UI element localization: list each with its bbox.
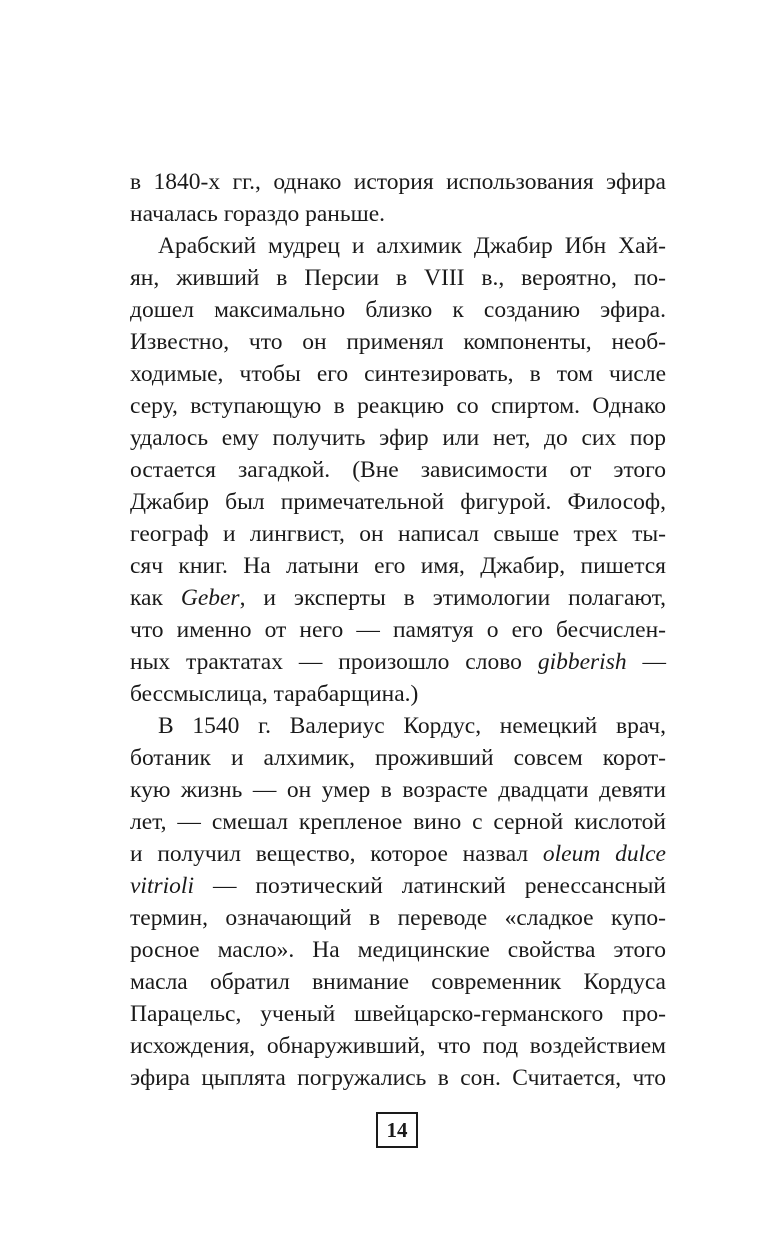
- text-line: [130, 710, 666, 742]
- italic-term: gibberish: [537, 649, 627, 675]
- text-run: географ и лингвист, он написал свыше трех ты-: [130, 521, 666, 547]
- text-run: эфира цыплята погружались в сон. Считается, что: [130, 1065, 666, 1091]
- text-line: [130, 902, 666, 934]
- text-line: [130, 262, 666, 294]
- text-line: [130, 742, 666, 774]
- text-run: остается загадкой. (Вне зависимости от этого: [130, 457, 666, 483]
- text-run: В 1540 г. Валериус Кордус, немецкий врач,: [158, 713, 666, 739]
- text-line: [130, 806, 666, 838]
- text-line: [130, 230, 666, 262]
- text-run: дошел максимально близко к созданию эфира.: [130, 297, 666, 323]
- text-run: серу, вступающую в реакцию со спиртом. Однако: [130, 393, 666, 419]
- paragraph: [130, 230, 666, 710]
- text-line: [130, 934, 666, 966]
- text-run: , и эксперты в этимологии полагают,: [239, 585, 666, 611]
- text-run: ходимые, чтобы его синтезировать, в том числе: [130, 361, 666, 387]
- text-line: [130, 454, 666, 486]
- italic-term: oleum dulce: [542, 841, 666, 867]
- text-run: удалось ему получить эфир или нет, до сих пор: [130, 425, 666, 451]
- text-run: бессмыслица, тарабарщина.): [130, 681, 419, 707]
- text-run: что именно от него — памятуя о его бесчислен-: [130, 617, 666, 643]
- text-run: и получил вещество, которое назвал: [130, 841, 543, 867]
- text-run: ян, живший в Персии в VIII в., вероятно, по-: [130, 265, 666, 291]
- text-run: ботаник и алхимик, проживший совсем корот-: [130, 745, 666, 771]
- text-run: росное масло». На медицинские свойства этого: [130, 937, 666, 963]
- text-line: [130, 614, 666, 646]
- text-run: — поэтический латинский ренессансный: [193, 873, 666, 899]
- text-line: [130, 198, 666, 230]
- text-line: [130, 870, 666, 902]
- text-run: Джабир был примечательной фигурой. Философ,: [130, 489, 666, 515]
- text-line: [130, 838, 666, 870]
- paragraph: [130, 710, 666, 1094]
- text-line: [130, 326, 666, 358]
- text-run: ных трактатах — произошло слово: [130, 649, 538, 675]
- text-line: [130, 550, 666, 582]
- paragraph: [130, 166, 666, 230]
- text-run: сяч книг. На латыни его имя, Джабир, пишется: [130, 553, 666, 579]
- italic-term: vitrioli: [130, 873, 194, 899]
- text-run: в 1840-х гг., однако история использования эфира: [130, 169, 666, 195]
- text-line: [130, 294, 666, 326]
- text-line: [130, 678, 666, 710]
- text-line: [130, 518, 666, 550]
- text-line: [130, 390, 666, 422]
- text-run: масла обратил внимание современник Кордуса: [130, 969, 666, 995]
- text-line: [130, 774, 666, 806]
- text-run: Известно, что он применял компоненты, необ-: [130, 329, 666, 355]
- body-text: [130, 166, 666, 1094]
- text-run: исхождения, обнаруживший, что под воздействием: [130, 1033, 666, 1059]
- page-number: 14: [376, 1112, 418, 1148]
- text-run: лет, — смешал крепленое вино с серной кислотой: [130, 809, 666, 835]
- text-run: Арабский мудрец и алхимик Джабир Ибн Хай-: [158, 233, 666, 259]
- italic-term: Geber: [180, 585, 240, 611]
- text-line: [130, 1030, 666, 1062]
- text-line: [130, 1062, 666, 1094]
- text-run: —: [626, 649, 666, 675]
- text-line: [130, 646, 666, 678]
- text-line: [130, 486, 666, 518]
- text-run: термин, означающий в переводе «сладкое купо-: [130, 905, 666, 931]
- text-line: [130, 166, 666, 198]
- text-line: [130, 358, 666, 390]
- text-line: [130, 422, 666, 454]
- text-run: кую жизнь — он умер в возрасте двадцати девяти: [130, 777, 666, 803]
- text-run: как: [130, 585, 181, 611]
- text-line: [130, 998, 666, 1030]
- text-run: Парацельс, ученый швейцарско-германского про-: [130, 1001, 666, 1027]
- text-line: [130, 966, 666, 998]
- text-line: [130, 582, 666, 614]
- text-run: началась гораздо раньше.: [130, 201, 386, 227]
